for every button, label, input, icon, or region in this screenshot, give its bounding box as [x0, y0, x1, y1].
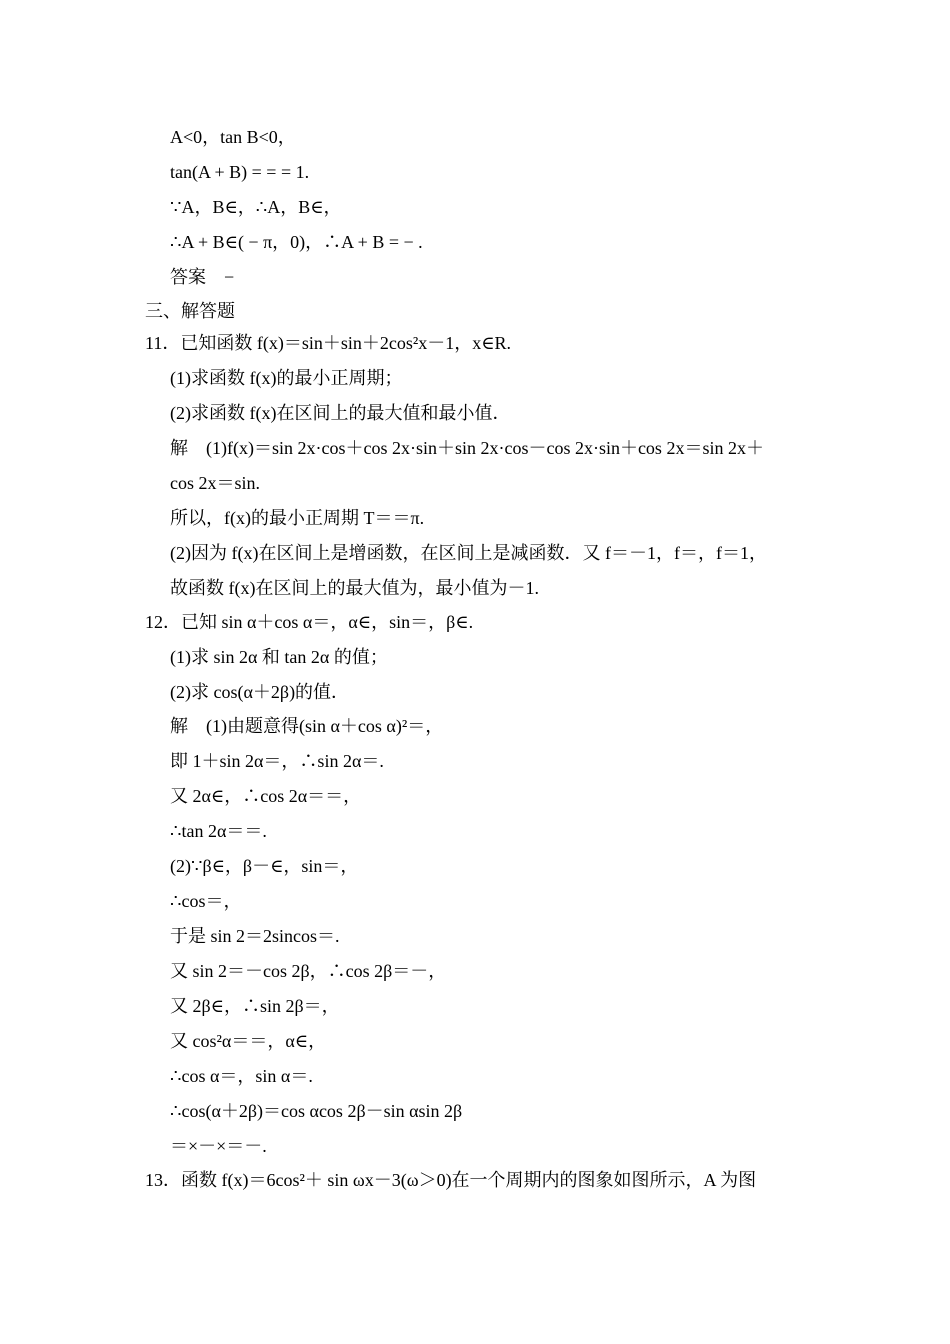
text-line: ∴cos α＝，sin α＝.: [170, 1066, 313, 1086]
text-line: 所以，f(x)的最小正周期 T＝＝π.: [170, 508, 425, 528]
text-line: ∴A + B∈( − π，0)，∴A + B = − .: [170, 232, 423, 252]
text-line: 又 sin 2＝－cos 2β，∴cos 2β＝－，: [170, 961, 447, 981]
text-line: 解 (1)由题意得(sin α＋cos α)²＝，: [170, 716, 444, 736]
text-line: (1)求函数 f(x)的最小正周期；: [170, 368, 403, 388]
text-line: 11．已知函数 f(x)＝sin＋sin＋2cos²x－1，x∈R.: [145, 333, 512, 353]
text-line: ∴cos(α＋2β)＝cos αcos 2β－sin αsin 2β: [170, 1101, 463, 1121]
text-line: A<0，tan B<0，: [170, 127, 296, 147]
text-line: ∴tan 2α＝＝.: [170, 821, 267, 841]
text-line: 答案 −: [170, 267, 235, 287]
text-line: (2)因为 f(x)在区间上是增函数，在区间上是减函数．又 f＝－1，f＝，f＝1，: [170, 543, 767, 563]
text-line: 12．已知 sin α＋cos α＝，α∈，sin＝，β∈.: [145, 612, 474, 632]
text-line: 即 1＋sin 2α＝，∴sin 2α＝.: [170, 751, 384, 771]
text-line: 又 cos²α＝＝，α∈，: [170, 1031, 327, 1051]
text-line: ∴cos＝，: [170, 891, 242, 911]
text-line: 又 2α∈，∴cos 2α＝＝，: [170, 786, 362, 806]
text-line: ＝×－×＝－.: [170, 1136, 267, 1156]
text-line: (1)求 sin 2α 和 tan 2α 的值；: [170, 647, 388, 667]
text-line: (2)∵β∈，β－∈，sin＝，: [170, 856, 359, 876]
text-line: cos 2x＝sin.: [170, 473, 260, 493]
text-line: 故函数 f(x)在区间上的最大值为，最小值为－1.: [170, 578, 539, 598]
text-line: (2)求 cos(α＋2β)的值．: [170, 682, 350, 702]
text-line: (2)求函数 f(x)在区间上的最大值和最小值．: [170, 403, 511, 423]
text-line: 三、解答题: [145, 301, 235, 321]
text-line: 解 (1)f(x)＝sin 2x·cos＋cos 2x·sin＋sin 2x·cos－cos 2x·sin＋cos 2x＝sin 2x＋: [170, 438, 764, 458]
text-line: 于是 sin 2＝2sincos＝.: [170, 926, 340, 946]
text-line: 又 2β∈，∴sin 2β＝，: [170, 996, 340, 1016]
text-line: ∵A，B∈，∴A，B∈，: [170, 197, 342, 217]
text-line: 13．函数 f(x)＝6cos²＋ sin ωx－3(ω＞0)在一个周期内的图象如图所示，A 为图: [145, 1170, 757, 1190]
text-line: tan(A + B) = = = 1.: [170, 162, 310, 182]
